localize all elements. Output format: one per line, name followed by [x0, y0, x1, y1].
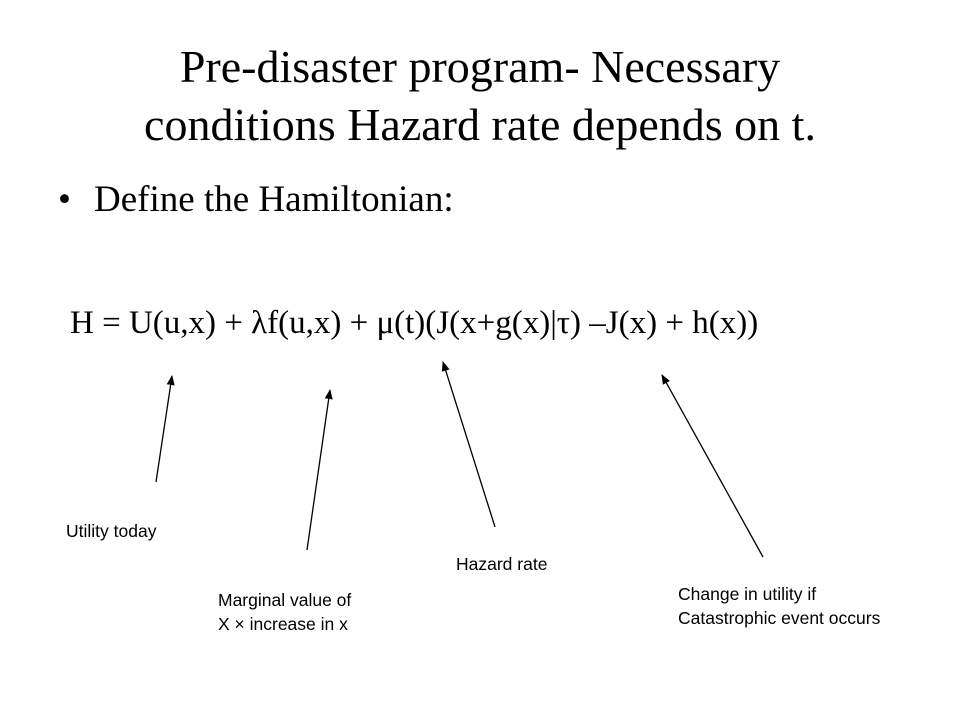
label-hazard-rate: Hazard rate	[456, 554, 548, 574]
hamiltonian-formula: H = U(u,x) + λf(u,x) + μ(t)(J(x+g(x)|τ) –J(x) + h(x))	[70, 305, 759, 341]
label-change-utility	[678, 582, 880, 630]
title-line-2: conditions Hazard rate depends on t.	[144, 99, 816, 150]
title-line-1: Pre-disaster program- Necessary	[179, 41, 781, 92]
arrow-utility	[156, 376, 172, 482]
label-change-line-1: Change in utility if	[678, 584, 817, 604]
label-marginal-line-1: Marginal value of	[218, 590, 352, 610]
label-utility-today: Utility today	[66, 521, 157, 541]
bullet-text: Define the Hamiltonian:	[94, 179, 454, 220]
arrow-marginal	[307, 390, 330, 550]
arrow-change	[662, 375, 763, 557]
label-marginal-line-2: X × increase in x	[218, 614, 348, 634]
bullet-icon: •	[58, 179, 71, 220]
label-change-line-2: Catastrophic event occurs	[678, 608, 881, 628]
arrow-hazard	[443, 362, 495, 527]
label-marginal-value	[218, 588, 351, 636]
